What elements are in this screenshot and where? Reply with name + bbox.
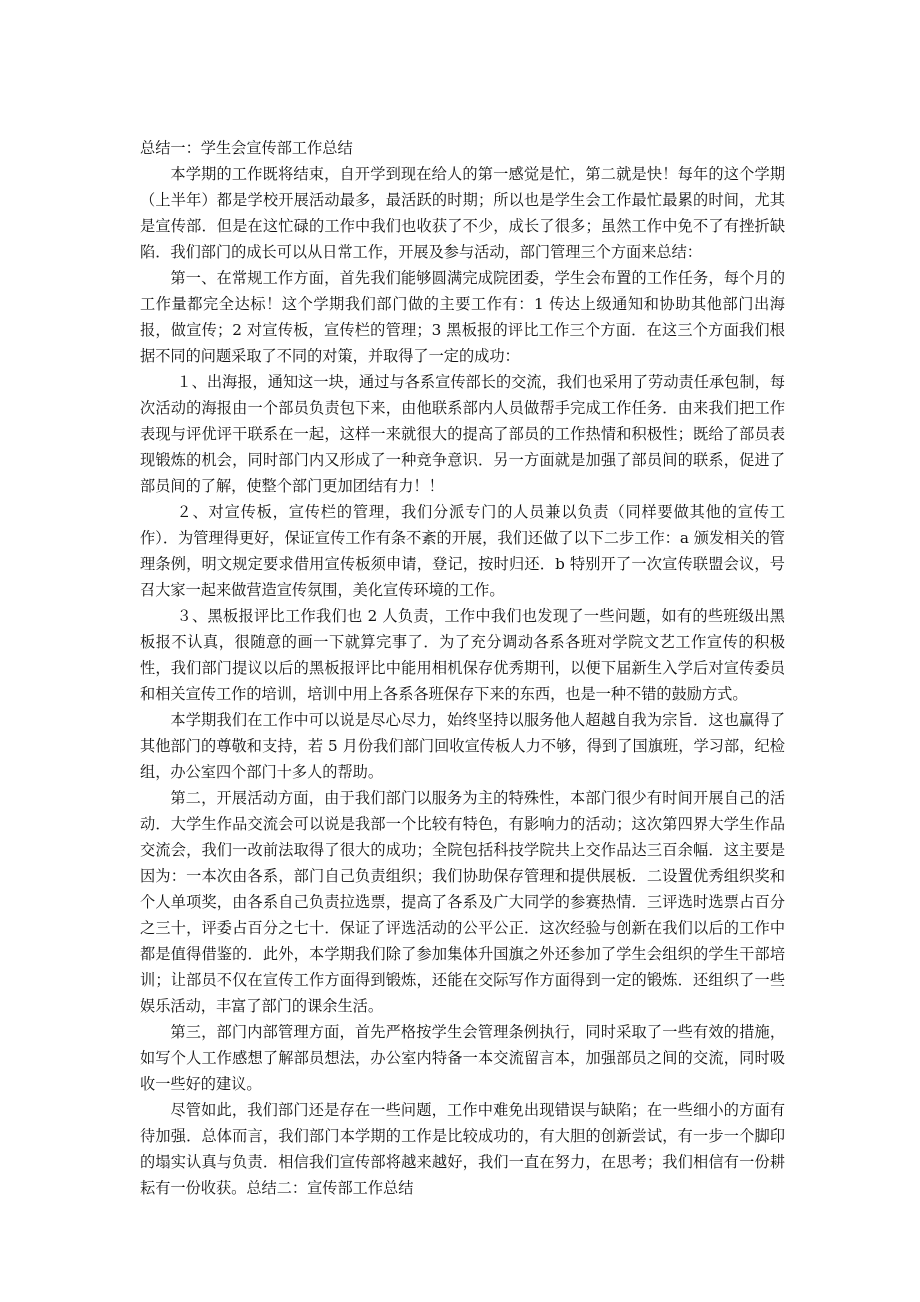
document-page — [140, 135, 785, 1201]
paragraph-section-one: 第一、在常规工作方面，首先我们能够圆满完成院团委，学生会布置的工作任务，每个月的工作量都完全达标！这个学期我们部门做的主要工作有：1 传达上级通知和协助其他部门出海报，做宣传；2 对宣传板，宣传栏的管理；3 黑板报的评比工作三个方面．在这三个方面我们根据不同的问题采取了不同的对策，并取得了一定的成功： — [140, 269, 785, 365]
paragraph-section-two: 第二，开展活动方面，由于我们部门以服务为主的特殊性，本部门很少有时间开展自己的活动．大学生作品交流会可以说是我部一个比较有特色，有影响力的活动；这次第四界大学生作品交流会，我们一改前法取得了很大的成功；全院包括科技学院共上交作品达三百余幅．这主要是因为：一本次由各系，部门自己负责组织；我们协助保存管理和提供展板．二设置优秀组织奖和个人单项奖，由各系自己负责拉选票，提高了各系及广大同学的参赛热情．三评选时选票占百分之三十，评委占百分之七十．保证了评选活动的公平公正．这次经验与创新在我们以后的工作中都是值得借鉴的．此外，本学期我们除了参加集体升国旗之外还参加了学生会组织的学生干部培训；让部员不仅在宣传工作方面得到锻炼，还能在交际写作方面得到一定的锻炼．还组织了一些娱乐活动，丰富了部门的课余生活。 — [140, 789, 785, 1015]
paragraph-item-three: ３、黑板报评比工作我们也 2 人负责，工作中我们也发现了一些问题，如有的些班级出黑板报不认真，很随意的画一下就算完事了．为了充分调动各系各班对学院文艺工作宣传的积极性，我们部门提议以后的黑板报评比中能用相机保存优秀期刊，以便下届新生入学后对宣传委员和相关宣传工作的培训，培训中用上各系各班保存下来的东西，也是一种不错的鼓励方式。 — [140, 607, 785, 703]
paragraph-section-three: 第三，部门内部管理方面，首先严格按学生会管理条例执行，同时采取了一些有效的措施，如写个人工作感想了解部员想法，办公室内特备一本交流留言本，加强部员之间的交流，同时吸收一些好的建议。 — [140, 1023, 785, 1093]
paragraph-intro: 本学期的工作既将结束，自开学到现在给人的第一感觉是忙，第二就是快！每年的这个学期（上半年）都是学校开展活动最多，最活跃的时期；所以也是学生会工作最忙最累的时间，尤其是宣传部．但是在这忙碌的工作中我们也收获了不少，成长了很多；虽然工作中免不了有挫折缺陷．我们部门的成长可以从日常工作，开展及参与活动，部门管理三个方面来总结： — [140, 165, 785, 261]
paragraph-item-one: １、出海报，通知这一块，通过与各系宣传部长的交流，我们也采用了劳动责任承包制，每次活动的海报由一个部员负责包下来，由他联系部内人员做帮手完成工作任务．由来我们把工作表现与评优评干联系在一起，这样一来就很大的提高了部员的工作热情和积极性；既给了部员表现锻炼的机会，同时部门内又形成了一种竞争意识．另一方面就是加强了部员间的联系，促进了部员间的了解，使整个部门更加团结有力！！ — [140, 373, 785, 495]
paragraph-conclusion: 尽管如此，我们部门还是存在一些问题，工作中难免出现错误与缺陷；在一些细小的方面有待加强．总体而言，我们部门本学期的工作是比较成功的，有大胆的创新尝试，有一步一个脚印的塌实认真与负责．相信我们宣传部将越来越好，我们一直在努力，在思考；我们相信有一份耕耘有一份收获。总结二：宣传部工作总结 — [140, 1101, 785, 1197]
paragraph-effort: 本学期我们在工作中可以说是尽心尽力，始终坚持以服务他人超越自我为宗旨．这也赢得了其他部门的尊敬和支持，若 5 月份我们部门回收宣传板人力不够，得到了国旗班，学习部，纪检组，办公室四个部门十多人的帮助。 — [140, 711, 785, 781]
paragraph-item-two: ２、对宣传板，宣传栏的管理，我们分派专门的人员兼以负责（同样要做其他的宣传工作）．为管理得更好，保证宣传工作有条不紊的开展，我们还做了以下二步工作：a 颁发相关的管理条例，明文规定要求借用宣传板须申请，登记，按时归还．b 特别开了一次宣传联盟会议，号召大家一起来做营造宣传氛围，美化宣传环境的工作。 — [140, 503, 785, 599]
document-title: 总结一：学生会宣传部工作总结 — [140, 139, 353, 157]
